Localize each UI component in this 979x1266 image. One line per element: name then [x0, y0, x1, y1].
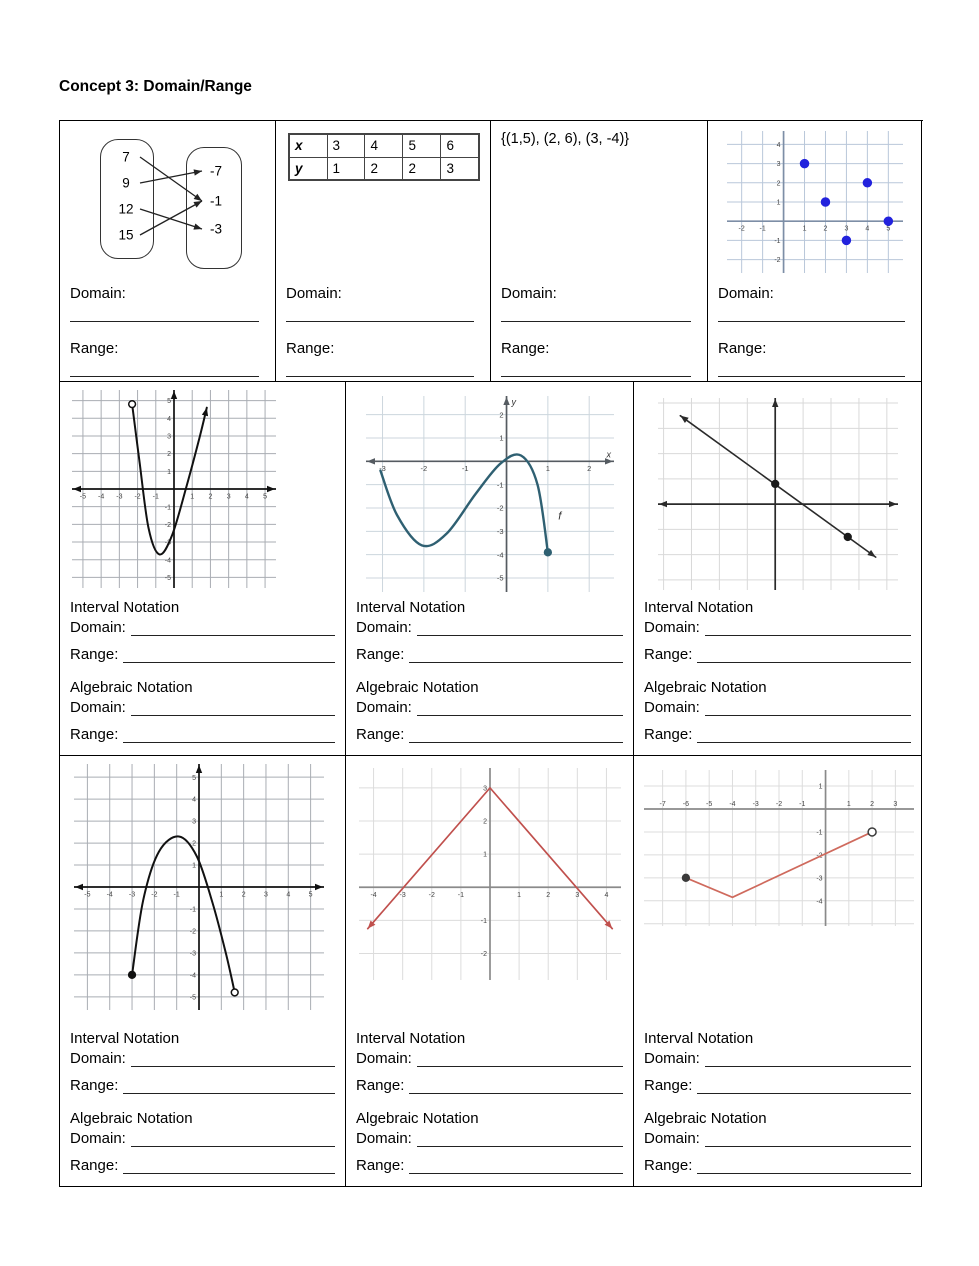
domain-blank — [705, 702, 911, 716]
svg-text:2: 2 — [545, 891, 550, 899]
interval-notation-label: Interval Notation — [644, 599, 754, 616]
algebraic-notation-label: Algebraic Notation — [70, 1110, 193, 1127]
domain-label: Domain: — [644, 1050, 700, 1067]
interval-domain-row — [70, 1050, 335, 1067]
range-label: Range: — [356, 646, 405, 663]
svg-text:-4: -4 — [729, 801, 736, 808]
svg-text:5: 5 — [167, 398, 171, 406]
domain-blank — [718, 302, 905, 322]
svg-text:-2: -2 — [189, 928, 196, 936]
algebraic-range-row — [644, 1157, 911, 1174]
range-blank — [123, 1160, 335, 1174]
domain-blank — [131, 622, 335, 636]
algebraic-range-row — [356, 1157, 623, 1174]
interval-domain-row — [644, 619, 911, 636]
domain-label: Domain: — [718, 285, 774, 302]
domain-label: Domain: — [356, 619, 412, 636]
interval-range-row — [356, 1077, 623, 1094]
interval-range-row — [70, 1077, 335, 1094]
cell-parabola-up — [60, 382, 346, 756]
domain-label: Domain: — [356, 1130, 412, 1147]
svg-text:-2: -2 — [773, 257, 781, 265]
domain-label: Domain: — [644, 1130, 700, 1147]
svg-text:-2: -2 — [816, 852, 823, 860]
range-blank — [123, 649, 335, 663]
svg-text:4: 4 — [603, 891, 608, 899]
range-label: Range: — [644, 1157, 693, 1174]
svg-text:1: 1 — [776, 199, 781, 207]
mapping-visual — [70, 129, 265, 279]
domain-label: Domain: — [70, 619, 126, 636]
svg-text:f: f — [557, 510, 561, 523]
scatter-visual — [718, 129, 911, 279]
notation-block — [70, 1030, 335, 1178]
svg-text:3: 3 — [776, 161, 781, 169]
range-label: Range: — [644, 1077, 693, 1094]
interval-domain-row — [644, 1050, 911, 1067]
range-label: Range: — [70, 1077, 119, 1094]
svg-text:-1: -1 — [816, 829, 823, 837]
domain-blank — [417, 1133, 623, 1147]
svg-text:4: 4 — [192, 796, 196, 804]
svg-text:5: 5 — [263, 493, 268, 501]
svg-text:-3: -3 — [128, 891, 136, 899]
svg-text:1: 1 — [545, 463, 550, 473]
algebraic-notation-label: Algebraic Notation — [70, 679, 193, 696]
set-visual — [501, 129, 697, 279]
svg-text:-3: -3 — [116, 493, 123, 501]
table-y-value: 2 — [403, 157, 441, 180]
svg-text:-1: -1 — [496, 480, 504, 490]
svg-text:3: 3 — [264, 891, 268, 899]
svg-text:-1: -1 — [457, 891, 464, 899]
domain-blank — [417, 622, 623, 636]
svg-text:-1: -1 — [759, 225, 766, 233]
range-label: Range: — [501, 340, 550, 357]
svg-text:-5: -5 — [189, 994, 196, 1002]
range-blank — [697, 1080, 911, 1094]
range-blank — [697, 729, 911, 743]
interval-notation-label: Interval Notation — [356, 1030, 466, 1047]
range-blank — [70, 357, 259, 377]
svg-text:4: 4 — [776, 142, 781, 150]
svg-text:2: 2 — [167, 451, 171, 459]
algebraic-domain-row — [70, 699, 335, 716]
range-label: Range: — [70, 726, 119, 743]
cell-line — [634, 382, 922, 756]
line-graph — [658, 398, 898, 590]
svg-text:-2: -2 — [151, 891, 158, 899]
svg-text:3: 3 — [843, 225, 848, 233]
svg-text:3: 3 — [482, 785, 487, 793]
mapping-input-value: 7 — [122, 149, 130, 165]
interval-notation-label: Interval Notation — [644, 1030, 754, 1047]
algebraic-notation-label: Algebraic Notation — [644, 679, 767, 696]
svg-text:-3: -3 — [378, 463, 386, 473]
range-label: Range: — [356, 726, 405, 743]
svg-text:5: 5 — [885, 225, 890, 233]
svg-text:3: 3 — [226, 493, 231, 501]
svg-text:2: 2 — [776, 180, 781, 188]
interval-range-row — [356, 646, 623, 663]
svg-text:-2: -2 — [738, 225, 745, 233]
domain-label: Domain: — [70, 1130, 126, 1147]
svg-text:2: 2 — [208, 493, 213, 501]
cell-table — [276, 121, 491, 382]
mapping-output-value: -7 — [209, 163, 223, 179]
domain-blank — [131, 1053, 335, 1067]
svg-text:-2: -2 — [164, 521, 171, 529]
svg-text:2: 2 — [241, 891, 246, 899]
svg-text:-4: -4 — [164, 557, 171, 565]
svg-text:-4: -4 — [496, 550, 504, 560]
svg-text:-4: -4 — [816, 898, 823, 906]
svg-text:3: 3 — [574, 891, 579, 899]
svg-text:-5: -5 — [496, 573, 504, 583]
range-blank — [123, 729, 335, 743]
svg-text:-6: -6 — [682, 801, 690, 808]
svg-text:3: 3 — [192, 818, 196, 826]
algebraic-range-row — [70, 726, 335, 743]
svg-text:-3: -3 — [496, 526, 504, 536]
table-visual — [286, 129, 480, 279]
svg-text:-2: -2 — [420, 463, 427, 473]
interval-notation-label: Interval Notation — [356, 599, 466, 616]
svg-text:1: 1 — [167, 468, 171, 476]
interval-range-row — [70, 646, 335, 663]
svg-text:-2: -2 — [775, 801, 783, 808]
svg-text:-3: -3 — [816, 875, 823, 883]
range-blank — [501, 357, 691, 377]
algebraic-range-row — [70, 1157, 335, 1174]
svg-text:-5: -5 — [164, 574, 171, 582]
absolute-value-graph — [359, 768, 621, 980]
mapping-output-value: -3 — [209, 221, 223, 237]
domain-blank — [70, 302, 259, 322]
domain-blank — [417, 702, 623, 716]
svg-text:1: 1 — [190, 493, 195, 501]
svg-text:2: 2 — [586, 463, 591, 473]
domain-label: Domain: — [70, 285, 126, 302]
range-label: Range: — [70, 646, 119, 663]
mapping-input-value: 12 — [118, 201, 134, 217]
svg-text:1: 1 — [516, 891, 521, 899]
svg-text:-4: -4 — [369, 891, 377, 899]
table-row-x — [289, 134, 479, 157]
cell-absolute-value — [346, 756, 634, 1187]
worksheet-grid — [59, 120, 923, 1187]
svg-text:-4: -4 — [189, 972, 196, 980]
range-blank — [409, 729, 623, 743]
domain-label: Domain: — [286, 285, 342, 302]
range-label: Range: — [644, 726, 693, 743]
domain-range-block — [501, 285, 697, 377]
domain-blank — [131, 702, 335, 716]
svg-text:-7: -7 — [659, 801, 666, 808]
svg-text:-3: -3 — [164, 539, 171, 547]
cell-mapping — [60, 121, 276, 382]
table-x-value: 5 — [403, 134, 441, 157]
svg-text:4: 4 — [167, 415, 171, 423]
scatter-plot — [727, 131, 903, 273]
algebraic-domain-row — [70, 1130, 335, 1147]
svg-text:4: 4 — [244, 493, 249, 501]
domain-label: Domain: — [501, 285, 557, 302]
svg-text:-1: -1 — [773, 237, 781, 245]
range-label: Range: — [70, 340, 119, 357]
notation-block — [356, 599, 623, 747]
svg-text:-5: -5 — [79, 493, 87, 501]
svg-text:3: 3 — [167, 433, 171, 441]
domain-blank — [501, 302, 691, 322]
range-label: Range: — [286, 340, 335, 357]
table-x-value: 3 — [327, 134, 365, 157]
range-blank — [123, 1080, 335, 1094]
domain-blank — [286, 302, 474, 322]
algebraic-notation-label: Algebraic Notation — [644, 1110, 767, 1127]
range-label: Range: — [70, 1157, 119, 1174]
algebraic-range-row — [356, 726, 623, 743]
svg-text:2: 2 — [823, 225, 827, 233]
svg-text:4: 4 — [286, 891, 291, 899]
domain-range-block — [70, 285, 265, 377]
page-title: Concept 3: Domain/Range — [59, 78, 252, 95]
svg-text:-1: -1 — [173, 891, 180, 899]
svg-text:1: 1 — [192, 862, 196, 870]
domain-label: Domain: — [356, 699, 412, 716]
svg-text:-1: -1 — [164, 504, 171, 512]
table-y-value: 1 — [327, 157, 365, 180]
domain-blank — [705, 1133, 911, 1147]
interval-notation-label: Interval Notation — [70, 1030, 180, 1047]
svg-text:-2: -2 — [134, 493, 141, 501]
svg-text:1: 1 — [219, 891, 224, 899]
table-x-header: x — [289, 134, 327, 157]
table-row-y — [289, 157, 479, 180]
svg-text:-3: -3 — [399, 891, 406, 899]
table-y-value: 2 — [365, 157, 403, 180]
algebraic-domain-row — [356, 699, 623, 716]
svg-text:-3: -3 — [752, 801, 759, 808]
algebraic-notation-label: Algebraic Notation — [356, 679, 479, 696]
svg-text:-2: -2 — [480, 951, 487, 959]
notation-block — [644, 599, 911, 747]
domain-label: Domain: — [644, 699, 700, 716]
mapping-output-value: -1 — [209, 193, 223, 209]
domain-label: Domain: — [356, 1050, 412, 1067]
cell-scatter — [708, 121, 922, 382]
algebraic-domain-row — [644, 699, 911, 716]
svg-text:-5: -5 — [706, 801, 713, 808]
svg-text:2: 2 — [192, 840, 196, 848]
domain-range-block — [718, 285, 911, 377]
svg-text:-1: -1 — [461, 463, 469, 473]
interval-range-row — [644, 1077, 911, 1094]
range-label: Range: — [356, 1077, 405, 1094]
domain-blank — [131, 1133, 335, 1147]
svg-text:2: 2 — [482, 818, 487, 826]
row-graphs-2 — [60, 756, 923, 1187]
svg-text:-1: -1 — [152, 493, 159, 501]
notation-block — [70, 599, 335, 747]
svg-text:1: 1 — [802, 225, 806, 233]
range-blank — [409, 1160, 623, 1174]
svg-text:-3: -3 — [189, 950, 196, 958]
range-label: Range: — [644, 646, 693, 663]
range-blank — [697, 1160, 911, 1174]
parabola-up-graph — [72, 390, 276, 588]
svg-text:x: x — [606, 449, 611, 460]
range-blank — [286, 357, 474, 377]
svg-text:-2: -2 — [428, 891, 435, 899]
svg-text:2: 2 — [498, 410, 504, 420]
algebraic-domain-row — [356, 1130, 623, 1147]
svg-text:-4: -4 — [98, 493, 105, 501]
svg-text:-4: -4 — [106, 891, 113, 899]
table-y-header: y — [289, 157, 327, 180]
svg-text:-1: -1 — [480, 917, 487, 925]
svg-text:2: 2 — [870, 801, 875, 808]
svg-text:-2: -2 — [496, 503, 504, 513]
svg-text:-1: -1 — [189, 906, 196, 914]
algebraic-domain-row — [644, 1130, 911, 1147]
interval-range-row — [644, 646, 911, 663]
svg-text:1: 1 — [818, 783, 823, 791]
domain-blank — [705, 1053, 911, 1067]
domain-range-block — [286, 285, 480, 377]
range-blank — [409, 649, 623, 663]
mapping-arrows — [70, 129, 266, 277]
xy-table — [288, 133, 480, 181]
svg-text:-5: -5 — [84, 891, 91, 899]
svg-text:5: 5 — [192, 774, 196, 782]
svg-text:-1: -1 — [799, 801, 806, 808]
domain-label: Domain: — [644, 619, 700, 636]
range-blank — [697, 649, 911, 663]
interval-notation-label: Interval Notation — [70, 599, 180, 616]
interval-domain-row — [356, 1050, 623, 1067]
mapping-input-value: 15 — [118, 227, 134, 243]
range-label: Range: — [356, 1157, 405, 1174]
svg-text:y: y — [511, 397, 516, 407]
mapping-diagram — [70, 129, 266, 277]
range-blank — [409, 1080, 623, 1094]
row-relations — [60, 121, 923, 382]
row-graphs-1 — [60, 382, 923, 756]
domain-label: Domain: — [70, 1050, 126, 1067]
cell-cubic — [346, 382, 634, 756]
svg-text:3: 3 — [893, 801, 898, 808]
domain-blank — [417, 1053, 623, 1067]
svg-text:1: 1 — [846, 801, 851, 808]
domain-blank — [705, 622, 911, 636]
cubic-graph — [366, 396, 614, 592]
svg-text:1: 1 — [482, 851, 487, 859]
cell-parabola-down — [60, 756, 346, 1187]
algebraic-notation-label: Algebraic Notation — [356, 1110, 479, 1127]
interval-domain-row — [356, 619, 623, 636]
svg-text:5: 5 — [308, 891, 313, 899]
range-label: Range: — [718, 340, 767, 357]
svg-text:1: 1 — [498, 433, 504, 443]
table-x-value: 4 — [365, 134, 403, 157]
cell-piecewise — [634, 756, 922, 1187]
algebraic-range-row — [644, 726, 911, 743]
table-x-value: 6 — [441, 134, 479, 157]
piecewise-graph — [644, 770, 914, 926]
notation-block — [356, 1030, 623, 1178]
table-y-value: 3 — [441, 157, 479, 180]
parabola-down-graph — [74, 764, 324, 1010]
svg-text:4: 4 — [864, 225, 869, 233]
ordered-pairs-set: {(1,5), (2, 6), (3, -4)} — [501, 131, 630, 147]
interval-domain-row — [70, 619, 335, 636]
cell-set-notation — [491, 121, 708, 382]
range-blank — [718, 357, 905, 377]
mapping-input-value: 9 — [122, 175, 130, 191]
domain-label: Domain: — [70, 699, 126, 716]
notation-block — [644, 1030, 911, 1178]
